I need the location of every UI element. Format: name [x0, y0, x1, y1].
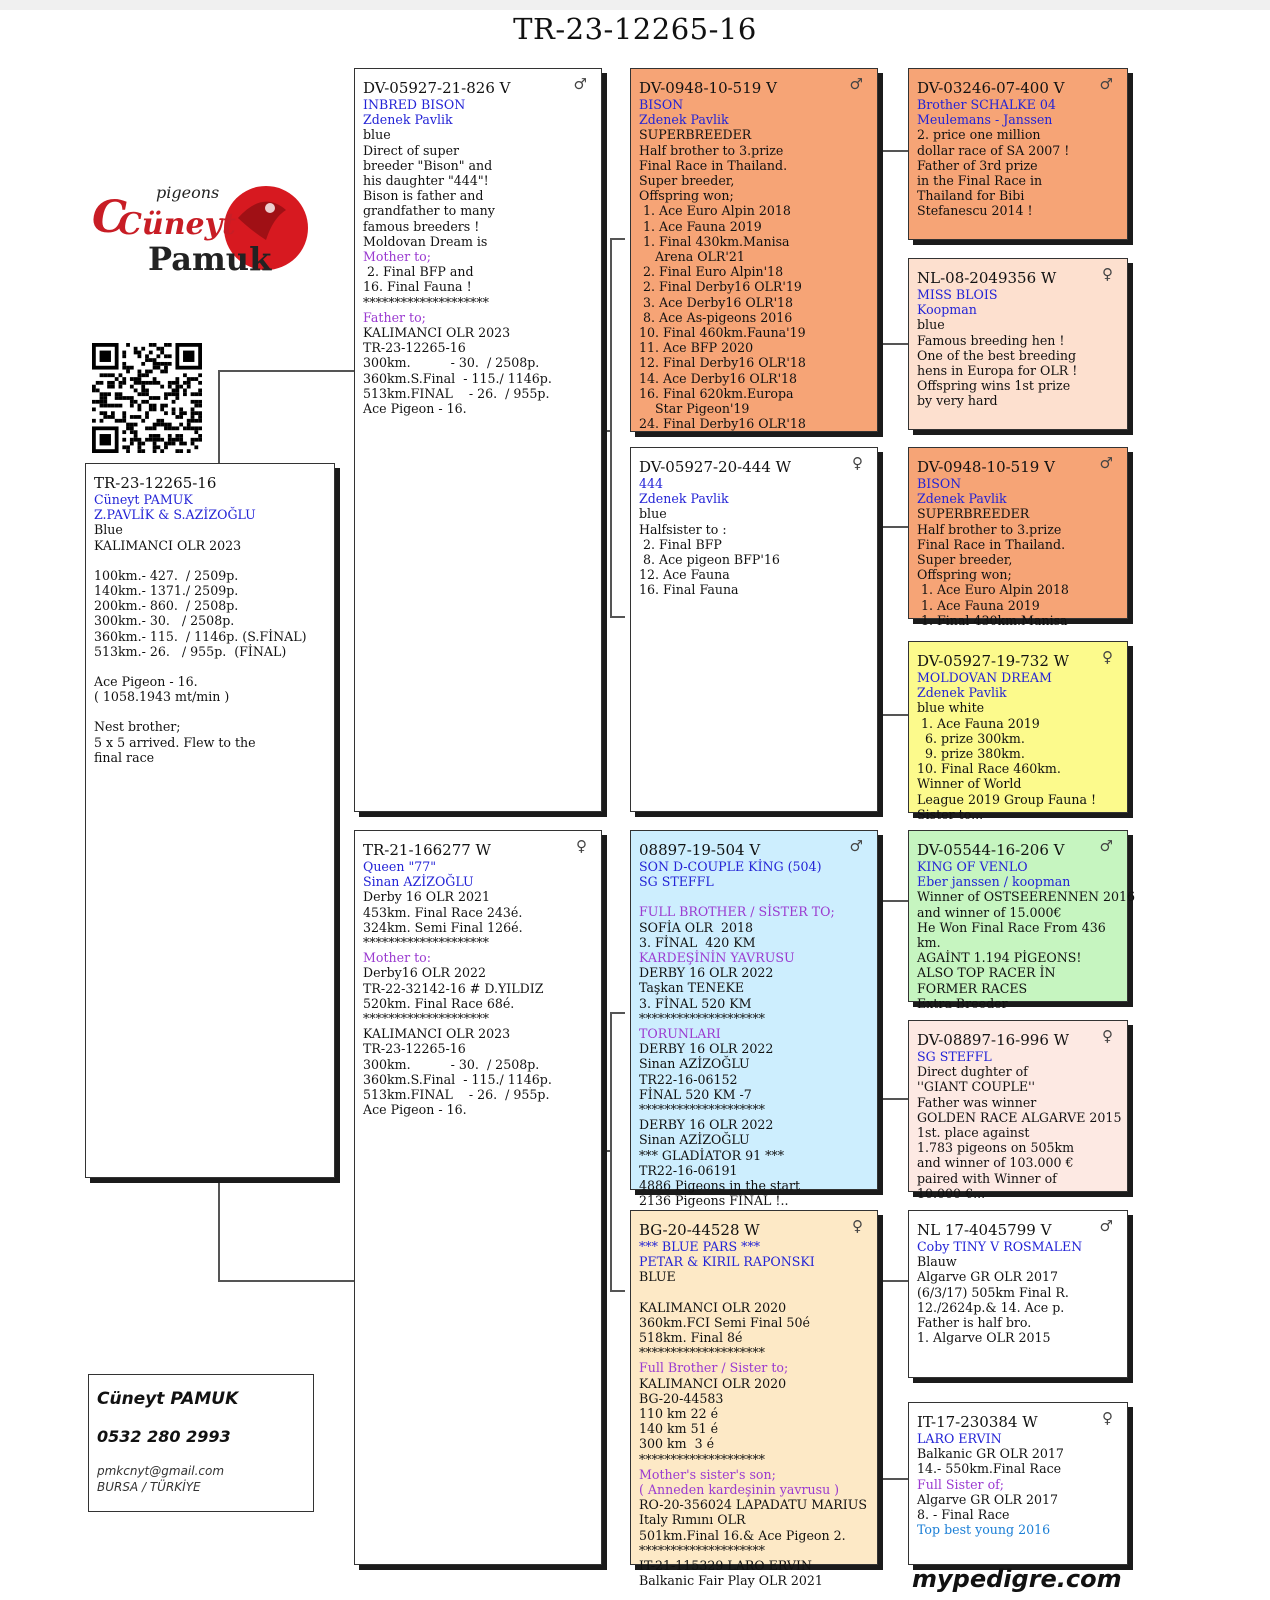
card-line: 14. Ace Derby16 OLR'18 [639, 370, 798, 386]
pedigree-card-sire-dam[interactable] [630, 447, 878, 812]
female-icon: ♀ [1102, 648, 1113, 666]
card-line: Blue [94, 522, 123, 538]
connector [880, 526, 882, 716]
card-line: blue [917, 317, 945, 333]
card-line: Full Brother / Sister to; [639, 1360, 789, 1376]
male-icon: ♂ [849, 837, 863, 855]
card-line: KARDEŞİNİN YAVRUSU [639, 950, 795, 966]
card-line: 12. Final Derby16 OLR'18 [639, 355, 806, 371]
card-line: blue white [917, 700, 985, 716]
ring-number: IT-17-230384 W [917, 1413, 1038, 1431]
card-line: IT-21-115329 LARO ERVIN [639, 1558, 812, 1574]
male-icon: ♂ [1099, 75, 1113, 93]
card-line: Italy Rımını OLR [639, 1512, 746, 1528]
card-line: ******************** [639, 1102, 765, 1118]
card-line: his daughter "444"! [363, 173, 489, 189]
contact-box [88, 1374, 314, 1512]
card-line: ALSO TOP RACER İN [917, 965, 1056, 981]
card-line: 360km.S.Final - 115./ 1146p. [363, 370, 552, 386]
card-line: 520km. Final Race 68é. [363, 995, 515, 1011]
card-line: Ace Pigeon - 16. [363, 1102, 467, 1118]
card-line: ******************** [363, 294, 489, 310]
card-line: famous breeders ! [363, 218, 480, 234]
card-line: MISS BLOIS [917, 287, 998, 302]
connector [610, 1012, 625, 1014]
card-line: 10. Final 460km.Fauna'19 [639, 325, 806, 341]
card-line: GOLDEN RACE ALGARVE 2015 [917, 1109, 1122, 1125]
card-line [94, 553, 326, 568]
ring-number: BG-20-44528 W [639, 1221, 760, 1239]
card-line: TR-22-32142-16 # D.YILDIZ [363, 980, 544, 996]
pedigree-card-sds[interactable] [908, 447, 1128, 628]
connector [880, 1098, 908, 1100]
card-line: BISON [917, 476, 962, 491]
card-line: Z.PAVLİK & S.AZİZOĞLU [94, 507, 256, 523]
card-line: SG STEFFL [917, 1049, 992, 1064]
footer-brand[interactable]: mypedigre.com [912, 1565, 1122, 1593]
card-line: FİNAL 520 KM -7 [639, 1086, 752, 1102]
connector [880, 714, 908, 716]
logo-word-3: Pamuk [148, 240, 272, 278]
card-line: paired with Winner of [917, 1170, 1057, 1186]
card-line: in the Final Race in [917, 173, 1043, 189]
card-line: 140 km 51 é [639, 1421, 719, 1437]
card-line: Father is half bro. [917, 1315, 1032, 1331]
ring-number: DV-05927-21-826 V [363, 79, 511, 97]
connector [880, 900, 882, 1100]
male-icon: ♂ [1099, 837, 1113, 855]
pedigree-card-subject[interactable] [85, 463, 335, 1178]
card-line: 453km. Final Race 243é. [363, 904, 523, 920]
male-icon: ♂ [1099, 1217, 1113, 1235]
card-line: Sinan AZİZOĞLU [639, 1056, 750, 1072]
card-line: Taşkan TENEKE [639, 980, 745, 996]
card-line: Moldovan Dream is [363, 233, 488, 249]
card-line: 1.783 pigeons on 505km [917, 1140, 1075, 1156]
card-line: 8. - Final Race [917, 1507, 1010, 1523]
card-line: TR-23-12265-16 [363, 1041, 466, 1057]
card-line: ******************** [363, 935, 489, 951]
card-line: Arena OLR'21 [639, 249, 745, 265]
card-line: Famous breeding hen ! [917, 332, 1065, 348]
card-line: 3. FİNAL 520 KM [639, 995, 752, 1011]
card-line: 1. Ace Euro Alpin 2018 [639, 203, 791, 219]
card-line: Balkanic GR OLR 2017 [917, 1446, 1064, 1462]
card-line: Direct dughter of [917, 1064, 1028, 1080]
ring-number: 08897-19-504 V [639, 841, 761, 859]
card-line: ******************** [639, 1345, 765, 1361]
card-line: Brother SCHALKE 04 [917, 97, 1056, 112]
card-line: 10. Final Race 460km. [917, 761, 1061, 777]
card-line: Thailand for Bibi [917, 188, 1025, 204]
card-line: 324km. Semi Final 126é. [363, 919, 523, 935]
qr-code [92, 343, 202, 453]
pedigree-card-dsd[interactable] [908, 1020, 1128, 1201]
card-line: BISON [639, 97, 684, 112]
card-line: One of the best breeding [917, 347, 1077, 363]
card-line: 360km.S.Final - 115./ 1146p. [363, 1071, 552, 1087]
card-line: ( Anneden kardeşinin yavrusu ) [639, 1482, 840, 1498]
card-line: 360km.FCI Semi Final 50é [639, 1314, 810, 1330]
card-line: 513km.FINAL - 26. / 955p. [363, 385, 550, 401]
card-line: Top best young 2016 [917, 1522, 1051, 1538]
pedigree-card-sss[interactable] [908, 68, 1128, 240]
card-line: Star Pigeon'19 [639, 401, 750, 417]
card-line: Sinan AZİZOĞLU [363, 874, 474, 890]
card-line: 300km. - 30. / 2508p. [363, 1056, 540, 1072]
card-line: Stefanescu 2014 ! [917, 203, 1033, 219]
card-line: Eber janssen / koopman [917, 874, 1071, 890]
pedigree-card-sire[interactable] [354, 68, 602, 812]
card-line: 2. price one million [917, 127, 1041, 143]
connector [218, 1280, 354, 1282]
card-line: final race [94, 749, 155, 765]
connector [610, 1290, 625, 1292]
male-icon: ♂ [849, 75, 863, 93]
pedigree-card-dss[interactable] [908, 830, 1136, 1011]
card-line: 513km.FINAL - 26. / 955p. [363, 1087, 550, 1103]
card-line: by very hard [917, 393, 998, 409]
card-line: Mother to; [363, 249, 432, 265]
card-line: Super breeder, [639, 173, 735, 189]
card-line: Final Race in Thailand. [639, 157, 788, 173]
card-line: DERBY 16 OLR 2022 [639, 1117, 774, 1133]
pedigree-card-dam-dam[interactable] [630, 1210, 878, 1589]
card-line: Sister to... [917, 806, 984, 822]
card-line: 3. FİNAL 420 KM [639, 934, 756, 950]
card-line: 11. Ace BFP 2020 [639, 340, 754, 356]
card-line: ''GIANT COUPLE'' [917, 1079, 1036, 1095]
card-line: MOLDOVAN DREAM [917, 670, 1052, 685]
female-icon: ♀ [576, 837, 587, 855]
card-line: Cüneyt PAMUK [94, 492, 193, 507]
card-line: Offspring wins 1st prize [917, 378, 1071, 394]
connector [880, 900, 908, 902]
ring-number: DV-0948-10-519 V [917, 458, 1055, 476]
pedigree-card-ssd[interactable] [908, 258, 1128, 430]
contact-email[interactable]: pmkcnyt@gmail.com [97, 1464, 225, 1478]
card-line: Full Sister of; [917, 1476, 1005, 1492]
card-line: He Won Final Race From 436 [917, 919, 1106, 935]
card-line: ******************** [363, 1011, 489, 1027]
card-line: DERBY 16 OLR 2022 [639, 965, 774, 981]
ring-number: DV-05544-16-206 V [917, 841, 1065, 859]
card-line: AGAİNT 1.194 PİGEONS! [917, 950, 1082, 966]
female-icon: ♀ [852, 454, 863, 472]
card-line: 2. Final Euro Alpin'18 [639, 264, 784, 280]
card-line: 1. Final 430km.Manisa [639, 233, 790, 249]
connector [218, 1180, 220, 1280]
pedigree-card-dds[interactable] [908, 1210, 1128, 1378]
card-line: Zdenek Pavlik [639, 112, 729, 128]
card-line: 1. Ace Fauna 2019 [639, 218, 762, 234]
card-line: 2. Final BFP and [363, 264, 474, 280]
ring-number: DV-0948-10-519 V [639, 79, 777, 97]
card-line: km. [917, 935, 941, 951]
connector [880, 150, 908, 152]
card-line: Koopman [917, 302, 977, 318]
card-line: TORUNLARI [639, 1026, 721, 1042]
card-line: Zdenek Pavlik [363, 112, 453, 128]
connector [610, 238, 612, 618]
card-line: 1. Ace Fauna 2019 [917, 597, 1040, 613]
female-icon: ♀ [1102, 1409, 1113, 1427]
card-line: Half brother to 3.prize [639, 142, 784, 158]
card-line: Queen "77" [363, 859, 437, 874]
connector [880, 150, 882, 345]
card-line: 518km. Final 8é [639, 1330, 743, 1346]
connector [880, 1280, 882, 1480]
card-line: 2. Final BFP [639, 536, 722, 552]
ring-number: DV-05927-19-732 W [917, 652, 1070, 670]
card-line: ******************** [639, 1542, 765, 1558]
card-line: FULL BROTHER / SİSTER TO; [639, 904, 835, 920]
svg-text:C: C [92, 192, 128, 243]
card-line: SOFİA OLR 2018 [639, 919, 753, 935]
card-line [94, 704, 326, 719]
card-line: Ace Pigeon - 16. [94, 674, 198, 690]
card-line: Halfsister to : [639, 521, 727, 537]
card-line: Father to; [363, 309, 426, 325]
card-line: 2136 Pigeons FİNAL !.. [639, 1193, 789, 1209]
card-line: Winner of World [917, 776, 1022, 792]
card-line: 3. Ace Derby16 OLR'18 [639, 294, 794, 310]
card-line: 16. Final Fauna [639, 582, 739, 598]
card-line: breeder "Bison" and [363, 157, 493, 173]
card-line: 16. Final 620km.Europa [639, 385, 794, 401]
card-line: hens in Europa for OLR ! [917, 363, 1078, 379]
logo [88, 170, 308, 285]
card-line: SON D-COUPLE KİNG (504) [639, 859, 822, 874]
card-line: 200km.- 860. / 2508p. [94, 598, 239, 614]
card-line: *** GLADİATOR 91 *** [639, 1147, 785, 1163]
card-line: 300km.- 30. / 2508p. [94, 613, 235, 629]
card-line: Meulemans - Janssen [917, 112, 1053, 128]
male-icon: ♂ [1099, 454, 1113, 472]
card-line: DERBY 16 OLR 2022 [639, 1041, 774, 1057]
card-line: 5 x 5 arrived. Flew to the [94, 734, 256, 750]
card-line [639, 1285, 869, 1300]
card-line: Super breeder, [917, 552, 1013, 568]
card-line: KALIMANCI OLR 2023 [363, 1026, 511, 1042]
connector [880, 1280, 908, 1282]
card-line: and winner of 103.000 € [917, 1155, 1074, 1171]
card-line: 1. Ace Fauna 2019 [917, 715, 1040, 731]
card-line: 9. prize 380km. [917, 746, 1025, 762]
card-line: Bison is father and [363, 188, 484, 204]
ring-number: TR-23-12265-16 [94, 474, 217, 492]
card-line: 300 km 3 é [639, 1436, 715, 1452]
card-line: 8. Ace As-pigeons 2016 [639, 309, 793, 325]
ring-number: TR-21-166277 W [363, 841, 491, 859]
female-icon: ♀ [1102, 265, 1113, 283]
card-line: 1. Algarve OLR 2015 [917, 1330, 1051, 1346]
contact-phone[interactable]: 0532 280 2993 [97, 1427, 231, 1446]
connector [218, 370, 220, 467]
card-line: Balkanic Fair Play OLR 2021 [639, 1573, 823, 1589]
ring-number: NL-08-2049356 W [917, 269, 1057, 287]
card-line: 360km.- 115. / 1146p. (S.FİNAL) [94, 628, 307, 644]
card-line: 444 [639, 476, 664, 491]
card-line: Blauw [917, 1254, 957, 1270]
card-line [94, 659, 326, 674]
connector [610, 238, 625, 240]
card-line: 100km.- 427. / 2509p. [94, 567, 239, 583]
card-line: Nest brother; [94, 719, 181, 735]
pedigree-card-sire-sire[interactable] [630, 68, 878, 432]
card-line: 1. Final 430km.Manisa [917, 612, 1068, 628]
card-line: KALIMANCI OLR 2023 [363, 325, 511, 341]
card-line: 8. Ace pigeon BFP'16 [639, 552, 780, 568]
pedigree-card-ddd[interactable] [908, 1402, 1128, 1565]
card-line: Mother's sister's son; [639, 1466, 776, 1482]
card-line: dollar race of SA 2007 ! [917, 142, 1070, 158]
logo-word-2: pigeons [156, 183, 220, 202]
card-line: Sinan AZİZOĞLU [639, 1132, 750, 1148]
top-bar [0, 0, 1270, 10]
card-line: TR22-16-06152 [639, 1071, 738, 1087]
card-line: Derby 16 OLR 2021 [363, 889, 491, 905]
card-line: grandfather to many [363, 203, 495, 219]
card-line: 12./2624p.& 14. Ace p. [917, 1299, 1065, 1315]
card-line: 1. Ace Euro Alpin 2018 [917, 582, 1069, 598]
card-line: Ace Pigeon - 16. [363, 401, 467, 417]
card-line: TR22-16-06191 [639, 1162, 738, 1178]
card-line: 4886 Pigeons in the start [639, 1178, 801, 1194]
ring-number: DV-05927-20-444 W [639, 458, 792, 476]
card-line: Algarve GR OLR 2017 [917, 1269, 1059, 1285]
card-line: RO-20-356024 LAPADATU MARIUS [639, 1497, 867, 1513]
card-line: Mother to: [363, 950, 432, 966]
card-line [639, 889, 869, 904]
card-line: Zdenek Pavlik [917, 685, 1007, 701]
card-line: 501km.Final 16.& Ace Pigeon 2. [639, 1527, 846, 1543]
card-line: TR-23-12265-16 [363, 340, 466, 356]
card-line: PETAR & KIRIL RAPONSKI [639, 1254, 815, 1270]
male-icon: ♂ [573, 75, 587, 93]
ring-number: DV-08897-16-996 W [917, 1031, 1070, 1049]
card-line: Derby16 OLR 2022 [363, 965, 486, 981]
female-icon: ♀ [1102, 1027, 1113, 1045]
pedigree-card-sdd[interactable] [908, 641, 1128, 822]
card-line: Final Race in Thailand. [917, 536, 1066, 552]
card-line: Offspring won; [917, 567, 1012, 583]
ring-number: NL 17-4045799 V [917, 1221, 1052, 1239]
connector [218, 370, 354, 372]
connector [610, 1012, 612, 1292]
female-icon: ♀ [852, 1217, 863, 1235]
card-line: *** BLUE PARS *** [639, 1239, 761, 1254]
card-line: 12. Ace Fauna [639, 567, 730, 583]
card-line: and winner of 15.000€ [917, 904, 1062, 920]
card-line: League 2019 Group Fauna ! [917, 791, 1097, 807]
card-line: Extra Breeder [917, 995, 1008, 1011]
card-line: SUPERBREEDER [639, 127, 752, 143]
card-line: Algarve GR OLR 2017 [917, 1491, 1059, 1507]
card-line: FORMER RACES [917, 980, 1028, 996]
card-line: Zdenek Pavlik [639, 491, 729, 507]
card-line: Offspring won; [639, 188, 734, 204]
ring-number: DV-03246-07-400 V [917, 79, 1065, 97]
card-line: 1st. place against [917, 1125, 1030, 1141]
card-line: SUPERBREEDER [917, 506, 1030, 522]
card-line: Half brother to 3.prize [917, 521, 1062, 537]
pedigree-card-dam[interactable] [354, 830, 602, 1565]
card-line: 513km.- 26. / 955p. (FİNAL) [94, 643, 287, 659]
card-line: 10.000 €... [917, 1185, 986, 1201]
contact-city: BURSA / TÜRKİYE [97, 1480, 201, 1494]
connector [880, 526, 908, 528]
logo-word-1: Cüneyt [118, 207, 236, 242]
card-line: Father was winner [917, 1094, 1037, 1110]
card-line: BG-20-44583 [639, 1390, 724, 1406]
card-line: Father of 3rd prize [917, 157, 1038, 173]
connector [880, 1478, 908, 1480]
card-line: 6. prize 300km. [917, 730, 1025, 746]
card-line: 140km.- 1371./ 2509p. [94, 583, 239, 599]
card-line: 110 km 22 é [639, 1406, 719, 1422]
card-line: 14.- 550km.Final Race [917, 1461, 1062, 1477]
card-line: 300km. - 30. / 2508p. [363, 355, 540, 371]
card-line: ( 1058.1943 mt/min ) [94, 689, 230, 705]
card-line: 16. Final Fauna ! [363, 279, 472, 295]
card-line: Zdenek Pavlik [917, 491, 1007, 507]
connector [880, 343, 908, 345]
card-line: KALIMANCI OLR 2020 [639, 1299, 787, 1315]
card-line: blue [639, 506, 667, 522]
card-line: SG STEFFL [639, 874, 714, 890]
card-line: 2. Final Derby16 OLR'19 [639, 279, 802, 295]
card-line: BLUE [639, 1269, 676, 1285]
card-line: Direct of super [363, 142, 460, 158]
card-line: KING OF VENLO [917, 859, 1028, 874]
pedigree-card-dam-sire[interactable] [630, 830, 878, 1209]
card-line: Coby TINY V ROSMALEN [917, 1239, 1083, 1254]
contact-name: Cüneyt PAMUK [97, 1389, 239, 1409]
card-line: (6/3/17) 505km Final R. [917, 1284, 1069, 1300]
card-line: KALIMANCI OLR 2023 [94, 537, 242, 553]
card-line: ******************** [639, 1451, 765, 1467]
card-line: blue [363, 127, 391, 143]
card-line: 24. Final Derby16 OLR'18 [639, 416, 806, 432]
card-line: KALIMANCI OLR 2020 [639, 1375, 787, 1391]
page-title: TR-23-12265-16 [513, 12, 757, 46]
connector [610, 616, 625, 618]
card-line: LARO ERVIN [917, 1431, 1002, 1446]
card-line: ******************** [639, 1010, 765, 1026]
card-line: INBRED BISON [363, 97, 466, 112]
card-line: Winner of OSTSEERENNEN 2016 [917, 889, 1136, 905]
